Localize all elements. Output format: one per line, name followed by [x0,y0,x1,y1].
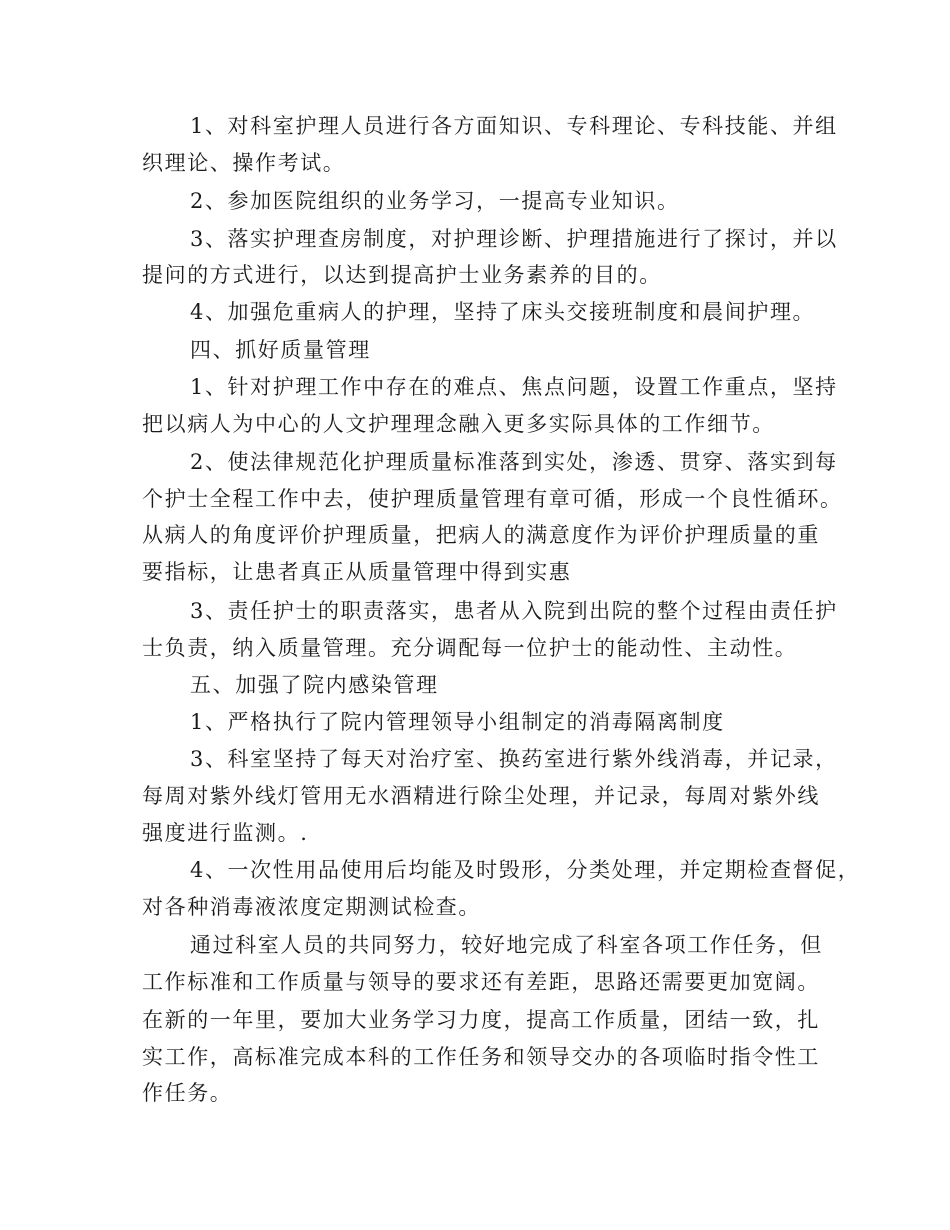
text-line: 实工作，高标准完成本科的工作任务和领导交办的各项临时指令性工 [142,1045,820,1069]
text-line: 3、科室坚持了每天对治疗室、换药室进行紫外线消毒，并记录， [190,747,838,771]
text-line: 要指标，让患者真正从质量管理中得到实惠 [142,560,572,584]
text-line: 3、责任护士的职责落实，患者从入院到出院的整个过程由责任护 [190,599,838,623]
text-line: 工作标准和工作质量与领导的要求还有差距，思路还需要更加宽阔。 [142,970,820,994]
text-line: 士负责，纳入质量管理。充分调配每一位护士的能动性、主动性。 [142,636,798,660]
text-line: 每周对紫外线灯管用无水酒精进行除尘处理，并记录，每周对紫外线 [142,784,820,808]
text-line: 把以病人为中心的人文护理理念融入更多实际具体的工作细节。 [142,412,775,436]
text-line: 1、对科室护理人员进行各方面知识、专科理论、专科技能、并组 [190,114,838,138]
text-line: 2、参加医院组织的业务学习，一提高专业知识。 [190,189,680,213]
text-line: 从病人的角度评价护理质量，把病人的满意度作为评价护理质量的重 [142,523,820,547]
section-heading: 四、抓好质量管理 [190,338,371,362]
text-line: 提问的方式进行，以达到提高护士业务素养的目的。 [142,263,662,287]
text-line: 织理论、操作考试。 [142,151,346,175]
text-line: 强度进行监测。. [142,821,309,845]
text-line: 对各种消毒液浓度定期测试检查。 [142,895,481,919]
text-line: 个护士全程工作中去，使护理质量管理有章可循，形成一个良性循环。 [142,487,843,511]
text-line: 通过科室人员的共同努力，较好地完成了科室各项工作任务，但 [190,933,823,957]
text-line: 4、一次性用品使用后均能及时毁形，分类处理，并定期检查督促， [190,858,861,882]
text-line: 在新的一年里，要加大业务学习力度，提高工作质量，团结一致，扎 [142,1008,820,1032]
section-heading: 五、加强了院内感染管理 [190,673,439,697]
text-line: 1、针对护理工作中存在的难点、焦点问题，设置工作重点，坚持 [190,375,838,399]
text-line: 1、严格执行了院内管理领导小组制定的消毒隔离制度 [190,710,725,734]
text-line: 3、落实护理查房制度，对护理诊断、护理措施进行了探讨，并以 [190,227,838,251]
text-line: 作任务。 [142,1081,233,1105]
text-line: 4、加强危重病人的护理，坚持了床头交接班制度和晨间护理。 [190,300,816,324]
text-line: 2、使法律规范化护理质量标准落到实处，渗透、贯穿、落实到每 [190,450,838,474]
